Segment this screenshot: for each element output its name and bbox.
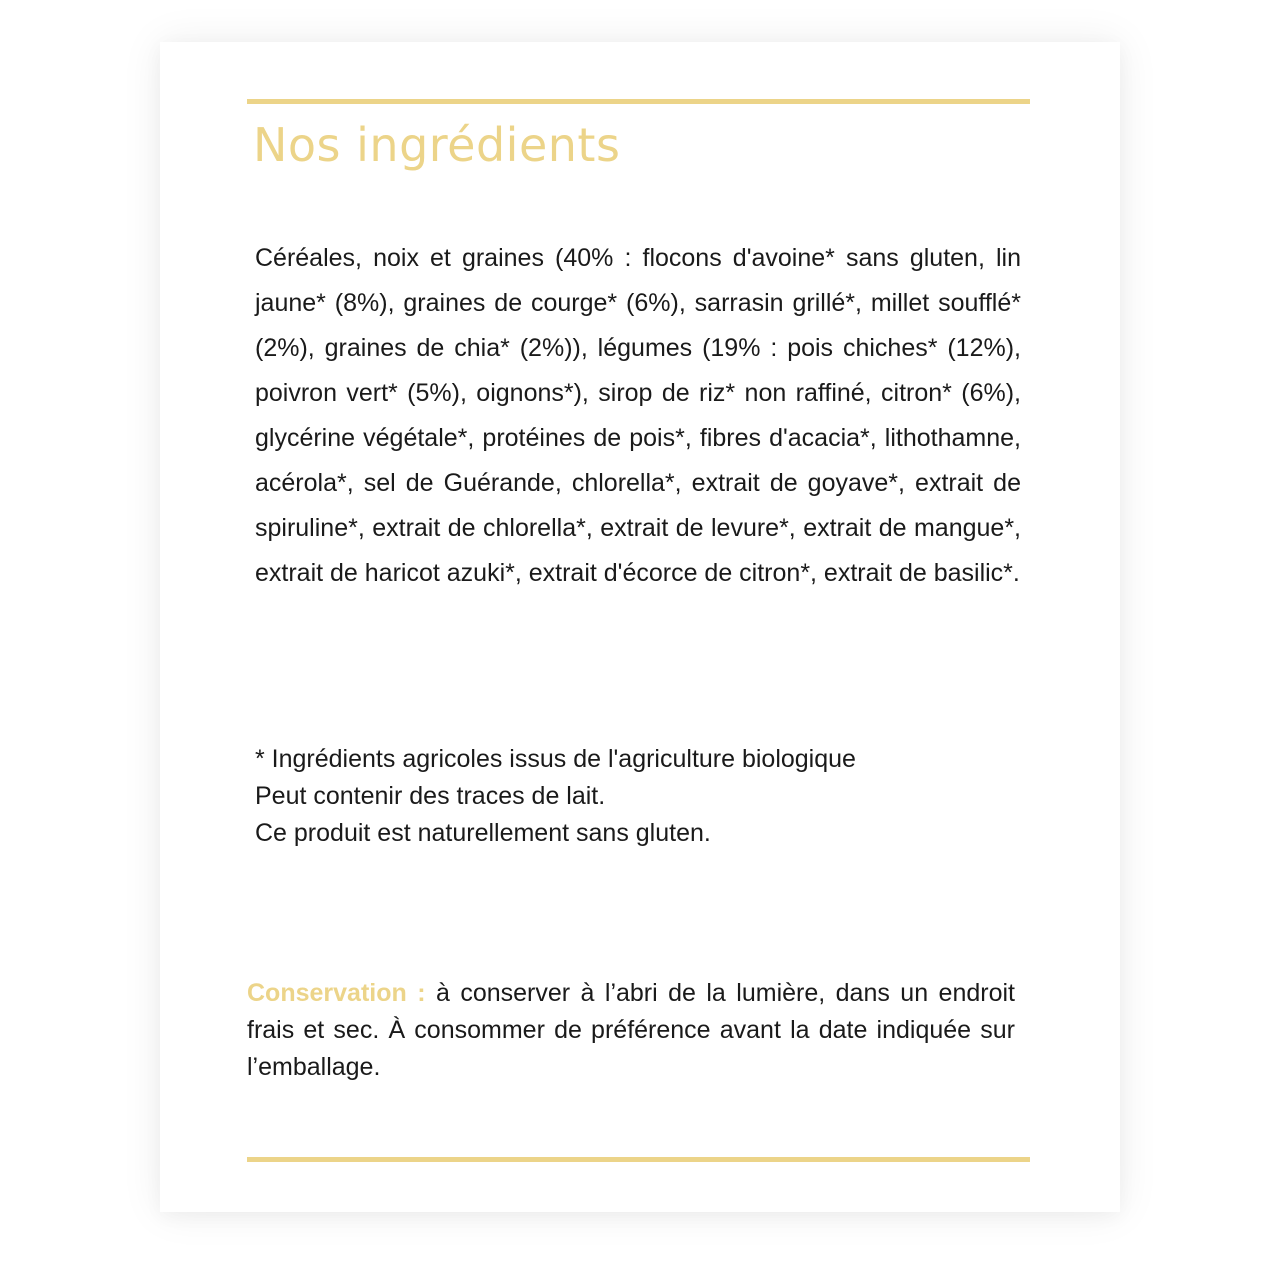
gluten-note: Ce produit est naturellement sans gluten. — [255, 819, 711, 847]
bottom-divider — [247, 1157, 1030, 1162]
conservation-label: Conservation : — [247, 979, 426, 1007]
top-divider — [247, 99, 1030, 104]
conservation-block — [247, 975, 1015, 1086]
page-title: Nos ingrédients — [253, 118, 621, 172]
conservation-text: à conserver à l’abri de la lumière, dans un endroit frais et sec. À consommer de préférence avant la date indiquée sur l’emballage. — [247, 979, 1015, 1081]
notes-block — [255, 741, 1035, 852]
traces-note: Peut contenir des traces de lait. — [255, 782, 606, 810]
ingredients-list: Céréales, noix et graines (40% : flocons d'avoine* sans gluten, lin jaune* (8%), graines de courge* (6%), sarrasin grillé*, millet soufflé* (2%), graines de chia* (2%)), légumes (19% : pois chiches* (12%), poivron vert* (5%), oignons*), sirop de riz* non raffiné, citron* (6%), glycérine végétale*, protéines de pois*, fibres d'acacia*, lithothamne, acérola*, sel de Guérande, chlorella*, extrait de goyave*, extrait de spiruline*, extrait de chlorella*, extrait de levure*, extrait de mangue*, extrait de haricot azuki*, extrait d'écorce de citron*, extrait de basilic*. — [255, 244, 1021, 587]
organic-note: * Ingrédients agricoles issus de l'agriculture biologique — [255, 745, 856, 773]
